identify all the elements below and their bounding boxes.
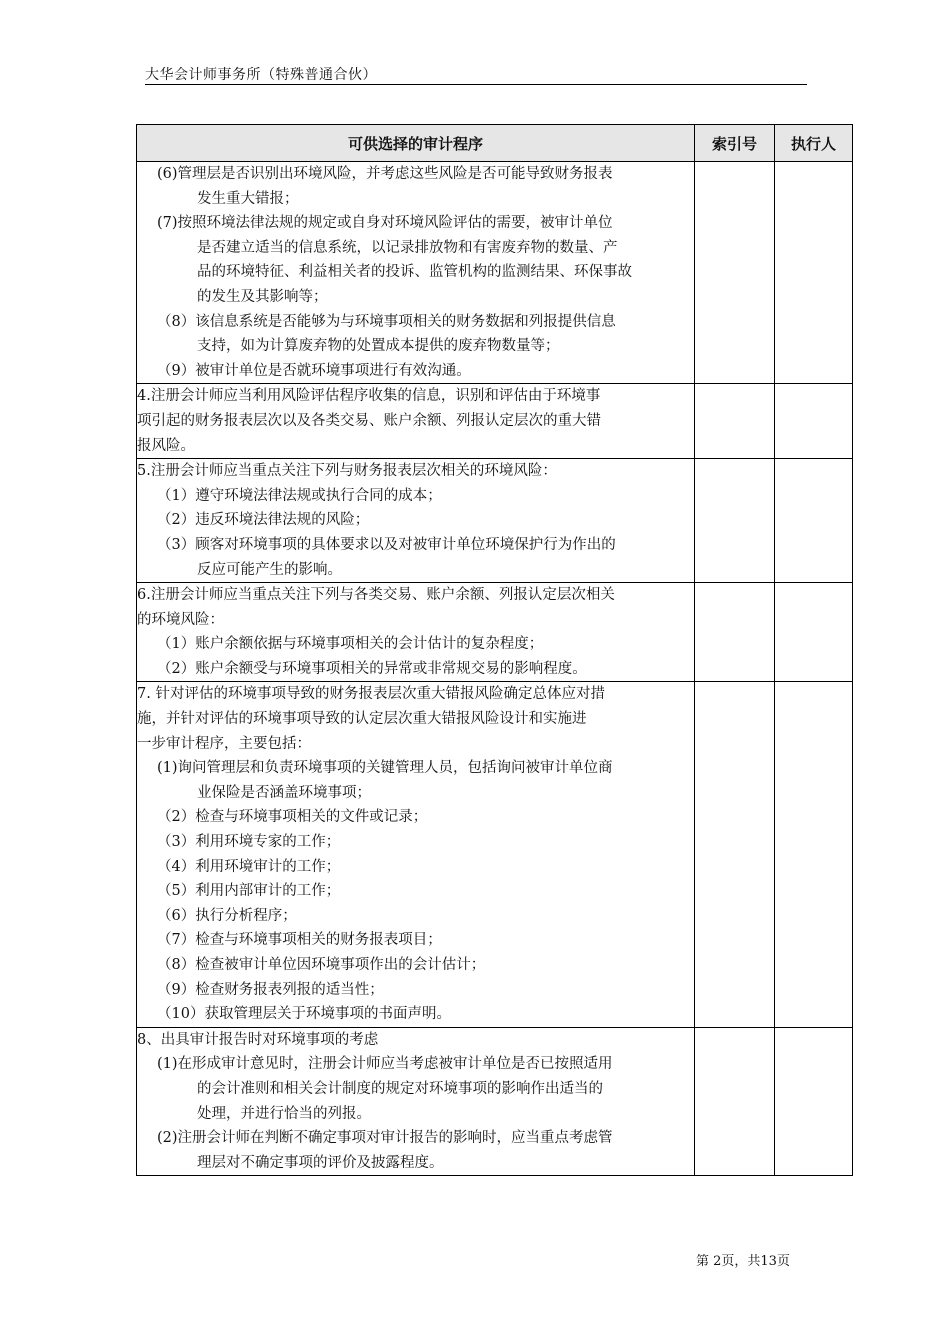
procedure-cell	[137, 583, 695, 682]
procedure-step-text: 4.注册会计师应当利用风险评估程序收集的信息，识别和评估由于环境事	[137, 388, 601, 405]
procedure-substep-text: （3）顾客对环境事项的具体要求以及对被审计单位环境保护行为作出的	[157, 536, 616, 553]
procedure-substep-text: （7）检查与环境事项相关的财务报表项目；	[157, 932, 442, 949]
procedure-step-text: 8、出具审计报告时对环境事项的考虑	[137, 1031, 379, 1048]
column-header-procedure: 可供选择的审计程序	[137, 125, 695, 162]
procedure-continuation-text: 是否建立适当的信息系统，以记录排放物和有害废弃物的数量、产	[197, 239, 618, 256]
index-cell[interactable]	[695, 459, 775, 583]
executor-cell[interactable]	[775, 459, 853, 583]
procedure-step-text: 一步审计程序，主要包括：	[137, 735, 311, 752]
procedure-continuation-text: 发生重大错报；	[197, 190, 299, 207]
index-cell[interactable]	[695, 384, 775, 459]
procedure-step-text: 施，并针对评估的环境事项导致的认定层次重大错报风险设计和实施进	[137, 711, 587, 728]
procedure-step-text: 报风险。	[137, 437, 195, 454]
firm-name-header: 大华会计师事务所（特殊普通合伙）	[145, 67, 377, 83]
index-cell[interactable]	[695, 1027, 775, 1176]
table-header-row	[137, 125, 853, 162]
procedure-step-text: 7. 针对评估的环境事项导致的财务报表层次重大错报风险确定总体应对措	[137, 686, 605, 703]
table-row	[137, 162, 853, 384]
procedure-substep-text: （10）获取管理层关于环境事项的书面声明。	[157, 1006, 451, 1023]
table-row	[137, 384, 853, 459]
procedure-substep-text: (6)管理层是否识别出环境风险，并考虑这些风险是否可能导致财务报表	[157, 166, 613, 182]
procedure-continuation-text: 处理，并进行恰当的列报。	[197, 1105, 371, 1122]
procedure-substep-text: (7)按照环境法律法规的规定或自身对环境风险评估的需要，被审计单位	[157, 215, 613, 232]
procedure-substep-text: （1）遵守环境法律法规或执行合同的成本；	[157, 487, 442, 504]
procedure-substep-text: （4）利用环境审计的工作；	[157, 858, 341, 875]
procedure-cell	[137, 682, 695, 1027]
procedure-continuation-text: 反应可能产生的影响。	[197, 561, 342, 578]
procedure-step-text: 项引起的财务报表层次以及各类交易、账户余额、列报认定层次的重大错	[137, 412, 601, 429]
executor-cell[interactable]	[775, 1027, 853, 1176]
table-row	[137, 1027, 853, 1176]
column-header-index: 索引号	[695, 125, 775, 162]
procedure-substep-text: （1）账户余额依据与环境事项相关的会计估计的复杂程度；	[157, 636, 544, 653]
table-row	[137, 682, 853, 1027]
audit-procedure-table	[136, 124, 853, 1176]
procedure-continuation-text: 理层对不确定事项的评价及披露程度。	[197, 1154, 444, 1171]
procedure-cell	[137, 162, 695, 384]
procedure-cell	[137, 1027, 695, 1176]
index-cell[interactable]	[695, 583, 775, 682]
executor-cell[interactable]	[775, 384, 853, 459]
procedure-continuation-text: 品的环境特征、利益相关者的投诉、监管机构的监测结果、环保事故	[197, 264, 632, 281]
procedure-step-text: 的环境风险：	[137, 611, 224, 628]
index-cell[interactable]	[695, 682, 775, 1027]
table-row	[137, 583, 853, 682]
procedure-continuation-text: 业保险是否涵盖环境事项；	[197, 784, 371, 801]
procedure-substep-text: （8）该信息系统是否能够为与环境事项相关的财务数据和列报提供信息	[157, 313, 616, 330]
column-header-executor: 执行人	[775, 125, 853, 162]
procedure-substep-text: (1)在形成审计意见时，注册会计师应当考虑被审计单位是否已按照适用	[157, 1056, 613, 1073]
procedure-cell	[137, 459, 695, 583]
procedure-substep-text: (1)询问管理层和负责环境事项的关键管理人员，包括询问被审计单位商	[157, 760, 613, 777]
procedure-continuation-text: 支持，如为计算废弃物的处置成本提供的废弃物数量等；	[197, 338, 560, 355]
procedure-substep-text: （9）被审计单位是否就环境事项进行有效沟通。	[157, 362, 471, 379]
procedure-continuation-text: 的会计准则和相关会计制度的规定对环境事项的影响作出适当的	[197, 1080, 603, 1097]
executor-cell[interactable]	[775, 583, 853, 682]
procedure-substep-text: （6）执行分析程序；	[157, 907, 297, 924]
page-number: 第 2页，共13页	[696, 1254, 790, 1269]
procedure-continuation-text: 的发生及其影响等；	[197, 288, 328, 305]
procedure-substep-text: （2）违反环境法律法规的风险；	[157, 512, 370, 529]
procedure-step-text: 6.注册会计师应当重点关注下列与各类交易、账户余额、列报认定层次相关	[137, 587, 615, 604]
procedure-substep-text: （8）检查被审计单位因环境事项作出的会计估计；	[157, 957, 486, 973]
procedure-substep-text: (2)注册会计师在判断不确定事项对审计报告的影响时，应当重点考虑管	[157, 1130, 613, 1147]
executor-cell[interactable]	[775, 682, 853, 1027]
procedure-step-text: 5.注册会计师应当重点关注下列与财务报表层次相关的环境风险：	[137, 463, 557, 480]
procedure-substep-text: （2）账户余额受与环境事项相关的异常或非常规交易的影响程度。	[157, 660, 587, 677]
procedure-substep-text: （2）检查与环境事项相关的文件或记录；	[157, 809, 428, 826]
procedure-substep-text: （3）利用环境专家的工作；	[157, 834, 341, 851]
procedure-substep-text: （5）利用内部审计的工作；	[157, 883, 341, 900]
table-row	[137, 459, 853, 583]
index-cell[interactable]	[695, 162, 775, 384]
procedure-substep-text: （9）检查财务报表列报的适当性；	[157, 981, 384, 998]
executor-cell[interactable]	[775, 162, 853, 384]
procedure-cell	[137, 384, 695, 459]
header-rule	[145, 84, 807, 85]
